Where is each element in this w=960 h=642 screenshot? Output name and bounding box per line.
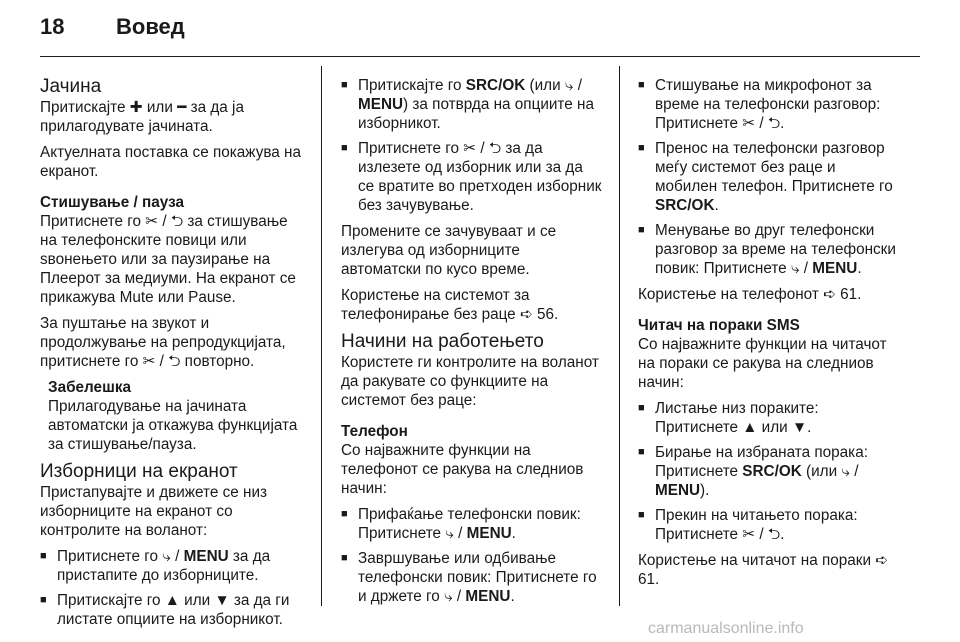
up-arrow-icon: ▲ [742,419,758,436]
page-number: 18 [40,14,65,39]
bullet-list [638,399,902,544]
paragraph: Промените се зачувуваат и се излегува од изборниците автоматски по кусо време. [341,223,557,278]
paragraph: За пуштање на звукот и продолжување на репродукцијата, притиснете го ✂ / ⮌ повторно. [40,315,286,370]
bullet-list [341,505,603,606]
button-label: SRC/OK [465,77,526,94]
page-ref-icon: ➪ [519,306,533,323]
button-label: MENU [812,260,858,277]
paragraph: Притиснете го ✂ / ⮌ за стишување на телефонските повици или ѕвонењето или за паузирање на Плеерот за медиуми. На екранот се прикажува Mute или Pause. [40,213,296,306]
column-divider-2 [619,66,620,606]
subheading-phone: Телефон [341,423,408,440]
up-arrow-icon: ▲ [164,592,180,609]
note-box [48,378,304,454]
list-item: ■ Притискајте го SRC/OK (или ⤷ / MENU) за потврда на опциите на изборникот. [341,76,603,133]
bullet-list [638,76,902,278]
back-icon: ⮌ [170,213,184,230]
button-label: MENU [358,96,404,113]
page-title: Вовед [116,14,185,39]
back-icon: ⮌ [488,140,502,157]
list-item: ■ Прекин на читањето порака: Притиснете ✂ / ⮌. [638,506,902,544]
column-3 [638,76,902,596]
column-divider-1 [321,66,322,606]
paragraph: Користење на системот за телефонирање без раце ➪ 56. [341,287,559,323]
list-item: ■ Завршување или одбивање телефонски повик: Притиснете го и држете го ⤷ / MENU. [341,549,603,606]
paragraph: Користете ги контролите на воланот да ракувате со функциите на системот без раце: [341,354,599,409]
phone-icon: ⤷ [444,588,453,605]
button-label: MENU [183,548,229,565]
note-text: Прилагодување на јачината автоматски ја откажува функцијата за стишување/пауза. [48,398,298,453]
phone-icon: ⤷ [564,77,574,94]
down-arrow-icon: ▼ [791,419,808,436]
list-item: ■ Притискајте го ▲ или ▼ за да ги листате опциите на изборникот. [40,591,304,629]
phone-icon: ⤷ [790,260,800,277]
page-ref-icon: ➪ [875,552,889,569]
button-label: MENU [465,588,511,605]
list-item: ■ Прифаќање телефонски повик: Притиснете ⤷ / MENU. [341,505,603,543]
paragraph: Пристапувајте и движете се низ изборниците на екранот со контролите на воланот: [40,484,268,539]
bullet-list [341,76,603,215]
phone-icon: ⤷ [445,525,454,542]
page-ref-icon: ➪ [823,286,836,303]
mute-icon: ✂ [142,353,156,370]
button-label: MENU [466,525,512,542]
section-heading-menus: Изборници на екранот [40,461,238,482]
mute-icon: ✂ [463,140,477,157]
paragraph: Користење на читачот на пораки ➪ 61. [638,552,889,588]
mute-icon: ✂ [145,213,159,230]
phone-icon: ⤷ [162,548,171,565]
back-icon: ⮌ [168,353,181,370]
subheading-sms: Читач на пораки SMS [638,317,800,334]
header-divider [40,56,920,57]
section-heading-volume: Јачина [40,76,102,97]
phone-icon: ⤷ [841,463,850,480]
column-2 [341,76,603,613]
list-item: ■ Листање низ пораките: Притиснете ▲ или ▼. [638,399,902,437]
plus-icon: ✚ [129,99,143,116]
note-title: Забелешка [48,379,131,396]
paragraph: Користење на телефонот ➪ 61. [638,286,862,303]
list-item: ■ Стишување на микрофонот за време на телефонски разговор: Притиснете ✂ / ⮌. [638,76,902,133]
subheading-mute: Стишување / пауза [40,194,184,211]
back-icon: ⮌ [767,526,781,543]
back-icon: ⮌ [767,115,781,132]
paragraph: Со најважните функции на читачот на пораки се ракува на следниов начин: [638,336,887,391]
column-1 [40,76,304,636]
paragraph: Актуелната поставка се покажува на екранот. [40,144,302,180]
list-item: ■ Менување во друг телефонски разговор за време на телефонски повик: Притиснете ⤷ / MENU. [638,221,902,278]
bullet-list [40,547,304,629]
paragraph: Притискајте ✚ или ━ за да ја прилагодувате јачината. [40,99,244,135]
button-label: SRC/OK [742,463,802,480]
mute-icon: ✂ [742,115,756,132]
paragraph: Со најважните функции на телефонот се ракува на следниов начин: [341,442,584,497]
section-heading-methods: Начини на работењето [341,331,544,352]
list-item: ■ Пренос на телефонски разговор меѓу системот без раце и мобилен телефон. Притиснете го SRC/OK. [638,139,902,215]
list-item: ■ Притиснете го ✂ / ⮌ за да излезете од изборник или за да се вратите во претходен изборник без зачувување. [341,139,603,215]
mute-icon: ✂ [742,526,756,543]
minus-icon: ━ [177,99,187,116]
watermark: carmanualsonline.info [648,620,804,637]
down-arrow-icon: ▼ [214,592,230,609]
list-item: ■ Бирање на избраната порака: Притиснете SRC/OK (или ⤷ / MENU). [638,443,902,500]
button-label: SRC/OK [655,197,715,214]
button-label: MENU [655,482,701,499]
list-item: ■ Притиснете го ⤷ / MENU за да пристапите до изборниците. [40,547,304,585]
